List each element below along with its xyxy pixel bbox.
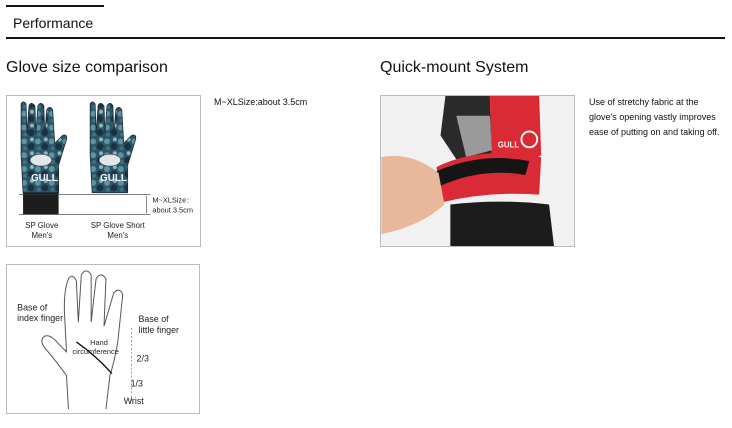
label-right-2: Men's <box>107 231 129 241</box>
label-left-1: SP Glove <box>25 221 59 231</box>
glove-right <box>90 102 136 193</box>
glove-size-title: Glove size comparison <box>6 59 168 76</box>
size-note-1: M~XLSize： <box>152 195 194 205</box>
quick-mount-title: Quick-mount System <box>380 59 529 76</box>
glove-illustration <box>7 96 200 246</box>
hand-circumference-label-1: Hand <box>90 337 108 347</box>
size-caption: M~XLSize:about 3.5cm <box>214 97 308 107</box>
header-divider <box>6 37 725 39</box>
quick-mount-photo <box>380 95 575 247</box>
quick-mount-description: Use of stretchy fabric at the glove's opening vastly improves ease of putting on and taking off. <box>589 97 720 137</box>
quick-mount-illustration <box>381 96 574 246</box>
glove-left-brand: GULL <box>30 172 58 184</box>
two-thirds-label: 2/3 <box>136 353 149 364</box>
label-left-2: Men's <box>31 231 53 241</box>
base-little-label-1: Base of <box>138 314 169 325</box>
hand-circumference-label-2: circumference <box>72 346 119 356</box>
hand-measurement-diagram <box>6 264 200 414</box>
size-note-2: about 3.5cm <box>152 205 194 215</box>
base-index-label-2: index finger <box>17 313 64 324</box>
glove-right-brand: GULL <box>100 172 127 184</box>
hand-outline-illustration <box>7 265 199 413</box>
quick-mount-brand: GULL <box>497 140 520 150</box>
label-right-1: SP Glove Short <box>90 221 145 231</box>
wrist-label: Wrist <box>123 396 144 407</box>
glove-left <box>21 102 67 215</box>
page-title: Performance <box>13 15 94 31</box>
base-little-label-2: little finger <box>138 325 179 336</box>
glove-comparison-image <box>6 95 201 247</box>
performance-tab[interactable] <box>6 5 104 37</box>
base-index-label-1: Base of <box>17 302 48 313</box>
one-third-label: 1/3 <box>130 378 143 389</box>
